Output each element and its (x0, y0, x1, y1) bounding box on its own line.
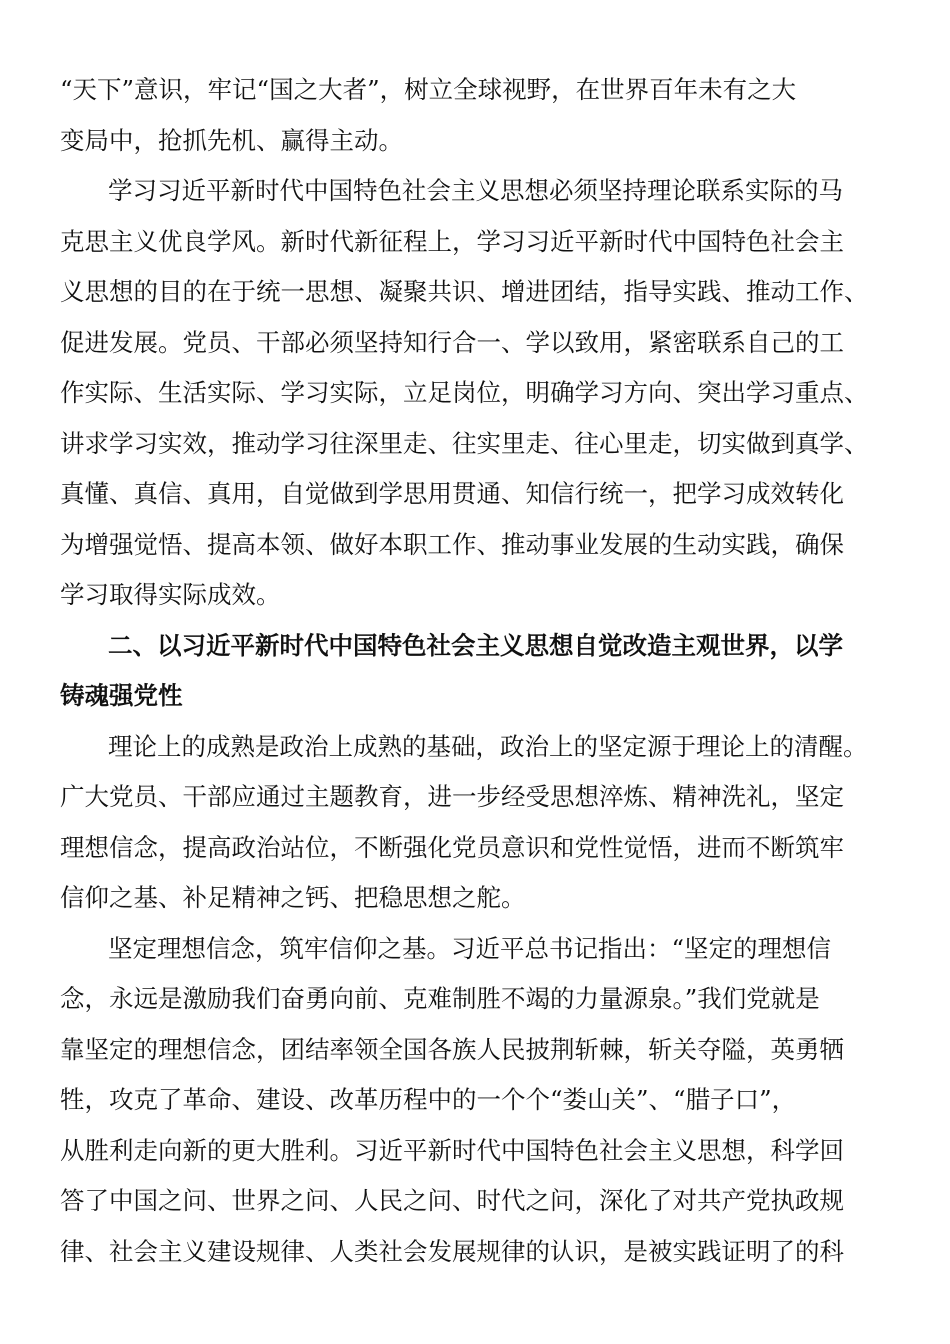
body-text-line: 讲求学习实效，推动学习往深里走、往实里走、往心里走，切实做到真学、 (60, 428, 869, 458)
body-text-line: 信仰之基、补足精神之钙、把稳思想之舵。 (60, 883, 526, 912)
body-text-line: 作实际、生活实际、学习实际，立足岗位，明确学习方向、突出学习重点、 (60, 378, 869, 407)
body-text-line: 答了中国之问、世界之问、人民之问、时代之问，深化了对共产党执政规 (60, 1186, 844, 1215)
body-text-line: 促进发展。党员、干部必须坚持知行合一、学以致用，紧密联系自己的工 (60, 327, 844, 357)
body-text-line: 变局中，抢抓先机、赢得主动。 (60, 125, 403, 155)
body-text-line: 克思主义优良学风。新时代新征程上，学习习近平新时代中国特色社会主 (60, 226, 844, 256)
body-text-line: 理想信念，提高政治站位，不断强化党员意识和党性觉悟，进而不断筑牢 (60, 832, 844, 862)
section-heading: 二、以习近平新时代中国特色社会主义思想自觉改造主观世界，以学 (108, 630, 843, 660)
paragraph-first-line: 学习习近平新时代中国特色社会主义思想必须坚持理论联系实际的马 (108, 176, 843, 205)
body-text-line: 牲，攻克了革命、建设、改革历程中的一个个“娄山关”、“腊子口”， (60, 1085, 797, 1114)
body-text-line: 律、社会主义建设规律、人类社会发展规律的认识，是被实践证明了的科 (60, 1236, 844, 1266)
paragraph-first-line: 理论上的成熟是政治上成熟的基础，政治上的坚定源于理论上的清醒。 (108, 731, 868, 761)
body-text-line: 真懂、真信、真用，自觉做到学思用贯通、知信行统一，把学习成效转化 (60, 479, 844, 508)
body-text-line: 义思想的目的在于统一思想、凝聚共识、增进团结，指导实践、推动工作、 (60, 277, 869, 306)
body-text-line: 从胜利走向新的更大胜利。习近平新时代中国特色社会主义思想，科学回 (60, 1135, 844, 1165)
body-text-line: 靠坚定的理想信念，团结率领全国各族人民披荆斩棘，斩关夺隘，英勇牺 (60, 1034, 844, 1064)
body-text-line: 学习取得实际成效。 (60, 580, 281, 609)
section-heading-continued: 铸魂强党性 (60, 681, 183, 710)
document-page (60, 65, 890, 1277)
body-text-line: 为增强觉悟、提高本领、做好本职工作、推动事业发展的生动实践，确保 (60, 529, 844, 559)
body-text-line: “天下”意识，牢记“国之大者”，树立全球视野，在世界百年未有之大 (60, 75, 797, 104)
body-text-line: 广大党员、干部应通过主题教育，进一步经受思想淬炼、精神洗礼，坚定 (60, 782, 844, 811)
body-text-line: 念，永远是激励我们奋勇向前、克难制胜不竭的力量源泉。”我们党就是 (60, 984, 820, 1013)
paragraph-first-line: 坚定理想信念，筑牢信仰之基。习近平总书记指出：“坚定的理想信 (108, 933, 832, 963)
